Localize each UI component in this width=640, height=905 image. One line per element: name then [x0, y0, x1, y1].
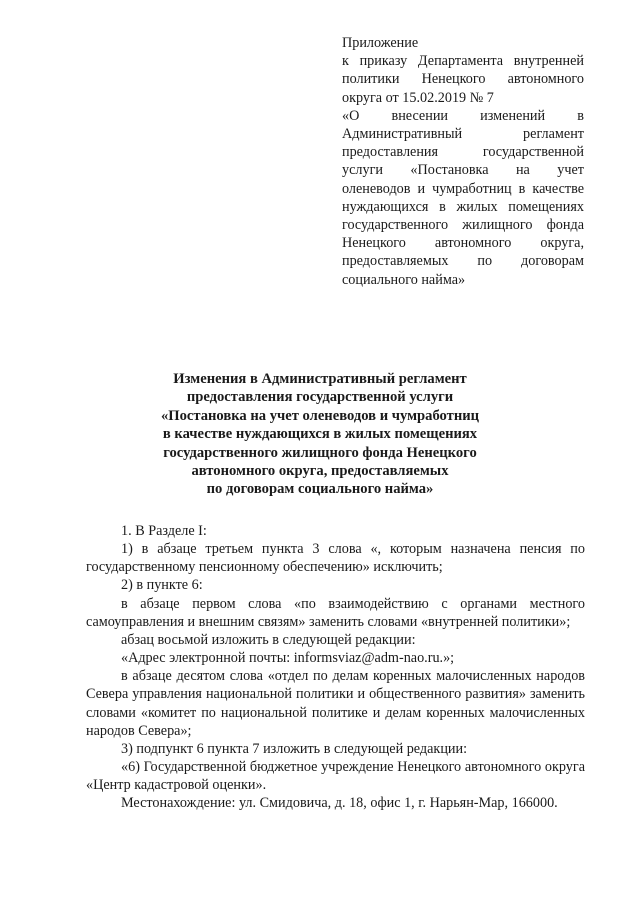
body-paragraph: «Адрес электронной почты: informsviaz@adm-nao.ru.»;	[121, 650, 455, 667]
body-paragraph: Местонахождение: ул. Смидовича, д. 18, офис 1, г. Нарьян-Мар, 166000.	[121, 795, 558, 812]
body-paragraph: в абзаце десятом слова «отдел по делам коренных малочисленных народов Севера управления национальной политики и общественного развития» заменить словами «комитет по национальной политике и делам коренных малочисленных народов Севера»;	[86, 668, 585, 739]
body-paragraph: 1) в абзаце третьем пункта 3 слова «, которым назначена пенсия по государственному пенсионному обеспечению» исключить;	[86, 541, 585, 576]
title-line: государственного жилищного фонда Ненецкого	[163, 444, 477, 461]
body-paragraph: 3) подпункт 6 пункта 7 изложить в следующей редакции:	[121, 740, 468, 757]
appendix-label: Приложение	[342, 35, 419, 51]
appendix-line: «О внесении изменений в	[342, 107, 584, 124]
appendix-line: государственного жилищного фонда	[342, 217, 584, 234]
title-line: по договорам социального найма»	[206, 481, 434, 498]
appendix-line: предоставляемых по договорам	[342, 253, 584, 270]
document-body	[86, 522, 585, 813]
section-heading: 1. В Разделе I:	[121, 523, 207, 539]
title-line: Изменения в Административный регламент	[173, 371, 467, 387]
appendix-line: нуждающихся в жилых помещениях	[342, 198, 584, 215]
appendix-header	[342, 34, 584, 289]
appendix-line: предоставления государственной	[342, 144, 584, 161]
body-paragraph: в абзаце первом слова «по взаимодействию с органами местного самоуправления и внешним связям» заменить словами «внутренней политики»;	[86, 595, 585, 630]
title-line: автономного округа, предоставляемых	[191, 463, 449, 480]
appendix-line: к приказу Департамента внутренней	[342, 53, 584, 70]
appendix-line: Административный регламент	[342, 126, 584, 143]
title-line: «Постановка на учет оленеводов и чумработниц	[160, 407, 480, 424]
document-title	[100, 370, 540, 499]
title-line: в качестве нуждающихся в жилых помещениях	[162, 426, 478, 443]
appendix-line: услуги «Постановка на учет	[342, 162, 584, 179]
appendix-line: оленеводов и чумработниц в качестве	[342, 180, 584, 197]
title-line: предоставления государственной услуги	[186, 389, 454, 406]
appendix-line: социального найма»	[342, 271, 466, 288]
appendix-line: политики Ненецкого автономного	[342, 71, 584, 88]
body-paragraph: «6) Государственной бюджетное учреждение Ненецкого автономного округа «Центр кадастровой оценки».	[86, 759, 585, 794]
appendix-line: Ненецкого автономного округа,	[342, 235, 584, 252]
body-paragraph: абзац восьмой изложить в следующей редакции:	[121, 631, 416, 648]
body-paragraph: 2) в пункте 6:	[121, 577, 203, 594]
appendix-line: округа от 15.02.2019 № 7	[342, 89, 494, 106]
